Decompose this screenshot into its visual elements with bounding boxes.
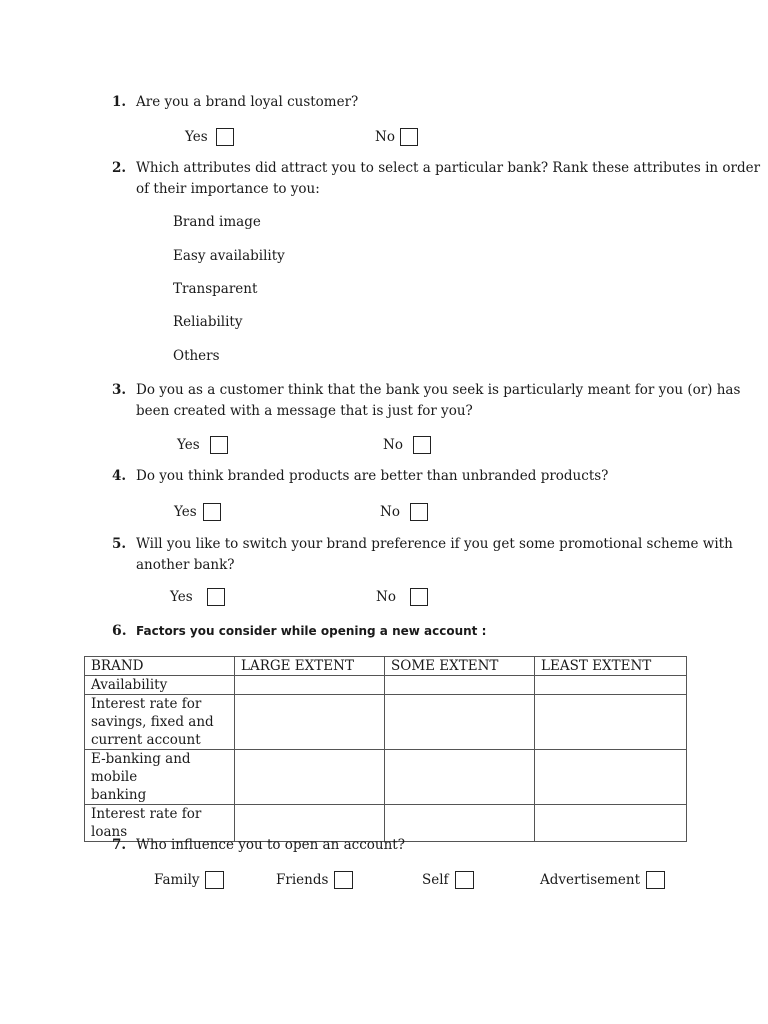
row-label-interest-rate-loans: Interest rate for loans xyxy=(85,805,235,842)
q1-number: 1. xyxy=(112,94,127,110)
q3-yes-label: Yes xyxy=(177,437,200,453)
q6-text: Factors you consider while opening a new account : xyxy=(136,624,487,638)
q5-number: 5. xyxy=(112,536,127,552)
row-label-line: E-banking and mobile xyxy=(91,751,191,785)
q4-yes-label: Yes xyxy=(174,504,197,520)
row-label-line: current account xyxy=(91,732,201,748)
q4-number: 4. xyxy=(112,468,127,484)
q7-option-friends xyxy=(276,871,353,889)
q5-text-line1: Will you like to switch your brand preference if you get some promotional scheme with xyxy=(136,536,733,552)
q7-text: Who influence you to open an account? xyxy=(136,837,405,853)
q1-yes-option xyxy=(185,128,234,146)
q2-text-line1: Which attributes did attract you to select a particular bank? Rank these attributes in order xyxy=(136,160,761,176)
column-header-brand: BRAND xyxy=(85,657,235,676)
q4-no-label: No xyxy=(380,504,400,520)
q4-no-checkbox[interactable] xyxy=(410,503,428,521)
column-header-large-extent: LARGE EXTENT xyxy=(235,657,385,676)
q3-text-line1: Do you as a customer think that the bank you seek is particularly meant for you (or) has xyxy=(136,382,741,398)
table-row xyxy=(85,676,687,695)
table-cell[interactable] xyxy=(535,676,687,695)
table-row xyxy=(85,695,687,750)
table-cell[interactable] xyxy=(385,676,535,695)
q3-number: 3. xyxy=(112,382,127,398)
q1-no-checkbox[interactable] xyxy=(400,128,418,146)
q5-no-label: No xyxy=(376,589,396,605)
table-cell[interactable] xyxy=(535,750,687,805)
table-header-row xyxy=(85,657,687,676)
table-cell[interactable] xyxy=(235,750,385,805)
q2-text-line2: of their importance to you: xyxy=(136,181,320,197)
q1-yes-checkbox[interactable] xyxy=(216,128,234,146)
table-cell[interactable] xyxy=(385,750,535,805)
row-label-availability: Availability xyxy=(85,676,235,695)
factors-table xyxy=(84,656,687,842)
q3-no-label: No xyxy=(383,437,403,453)
q5-yes-option xyxy=(170,588,225,606)
q3-no-option xyxy=(383,436,431,454)
table-cell[interactable] xyxy=(385,695,535,750)
row-label-interest-rate-savings xyxy=(85,695,235,750)
q2-attribute: Others xyxy=(173,348,220,364)
q7-advertisement-checkbox[interactable] xyxy=(646,871,665,889)
q2-attribute: Brand image xyxy=(173,214,261,230)
table-cell[interactable] xyxy=(535,805,687,842)
q1-no-label: No xyxy=(375,129,395,145)
q3-yes-option xyxy=(177,436,228,454)
q2-attribute: Reliability xyxy=(173,314,243,330)
table-cell[interactable] xyxy=(235,805,385,842)
table-cell[interactable] xyxy=(535,695,687,750)
q5-no-option xyxy=(376,588,428,606)
q4-yes-option xyxy=(174,503,221,521)
table-row xyxy=(85,805,687,842)
row-label-line: savings, fixed and xyxy=(91,714,214,730)
q7-self-label: Self xyxy=(422,872,449,888)
q7-family-label: Family xyxy=(154,872,200,888)
row-label-line: Interest rate for xyxy=(91,696,202,712)
q7-friends-checkbox[interactable] xyxy=(334,871,353,889)
q1-no-option xyxy=(375,128,418,146)
table-row xyxy=(85,750,687,805)
q7-self-checkbox[interactable] xyxy=(455,871,474,889)
q1-yes-label: Yes xyxy=(185,129,208,145)
q4-no-option xyxy=(380,503,428,521)
q7-friends-label: Friends xyxy=(276,872,329,888)
q1-text: Are you a brand loyal customer? xyxy=(136,94,359,110)
q2-attribute: Easy availability xyxy=(173,248,285,264)
q7-advertisement-label: Advertisement xyxy=(540,872,641,888)
table-cell[interactable] xyxy=(385,805,535,842)
q2-attribute: Transparent xyxy=(173,281,258,297)
q7-family-checkbox[interactable] xyxy=(205,871,224,889)
q7-option-self xyxy=(422,871,474,889)
q4-yes-checkbox[interactable] xyxy=(203,503,221,521)
column-header-some-extent: SOME EXTENT xyxy=(385,657,535,676)
q5-text-line2: another bank? xyxy=(136,557,235,573)
row-label-e-banking xyxy=(85,750,235,805)
q7-option-family xyxy=(154,871,224,889)
q5-no-checkbox[interactable] xyxy=(410,588,428,606)
q3-text-line2: been created with a message that is just for you? xyxy=(136,403,473,419)
q6-number: 6. xyxy=(112,623,127,639)
q7-option-advertisement xyxy=(540,871,665,889)
q5-yes-checkbox[interactable] xyxy=(207,588,225,606)
column-header-least-extent: LEAST EXTENT xyxy=(535,657,687,676)
table-cell[interactable] xyxy=(235,676,385,695)
row-label-line: banking xyxy=(91,787,147,803)
q2-number: 2. xyxy=(112,160,127,176)
q3-no-checkbox[interactable] xyxy=(413,436,431,454)
table-cell[interactable] xyxy=(235,695,385,750)
q5-yes-label: Yes xyxy=(170,589,193,605)
q3-yes-checkbox[interactable] xyxy=(210,436,228,454)
q4-text: Do you think branded products are better than unbranded products? xyxy=(136,468,609,484)
q7-number: 7. xyxy=(112,837,127,853)
